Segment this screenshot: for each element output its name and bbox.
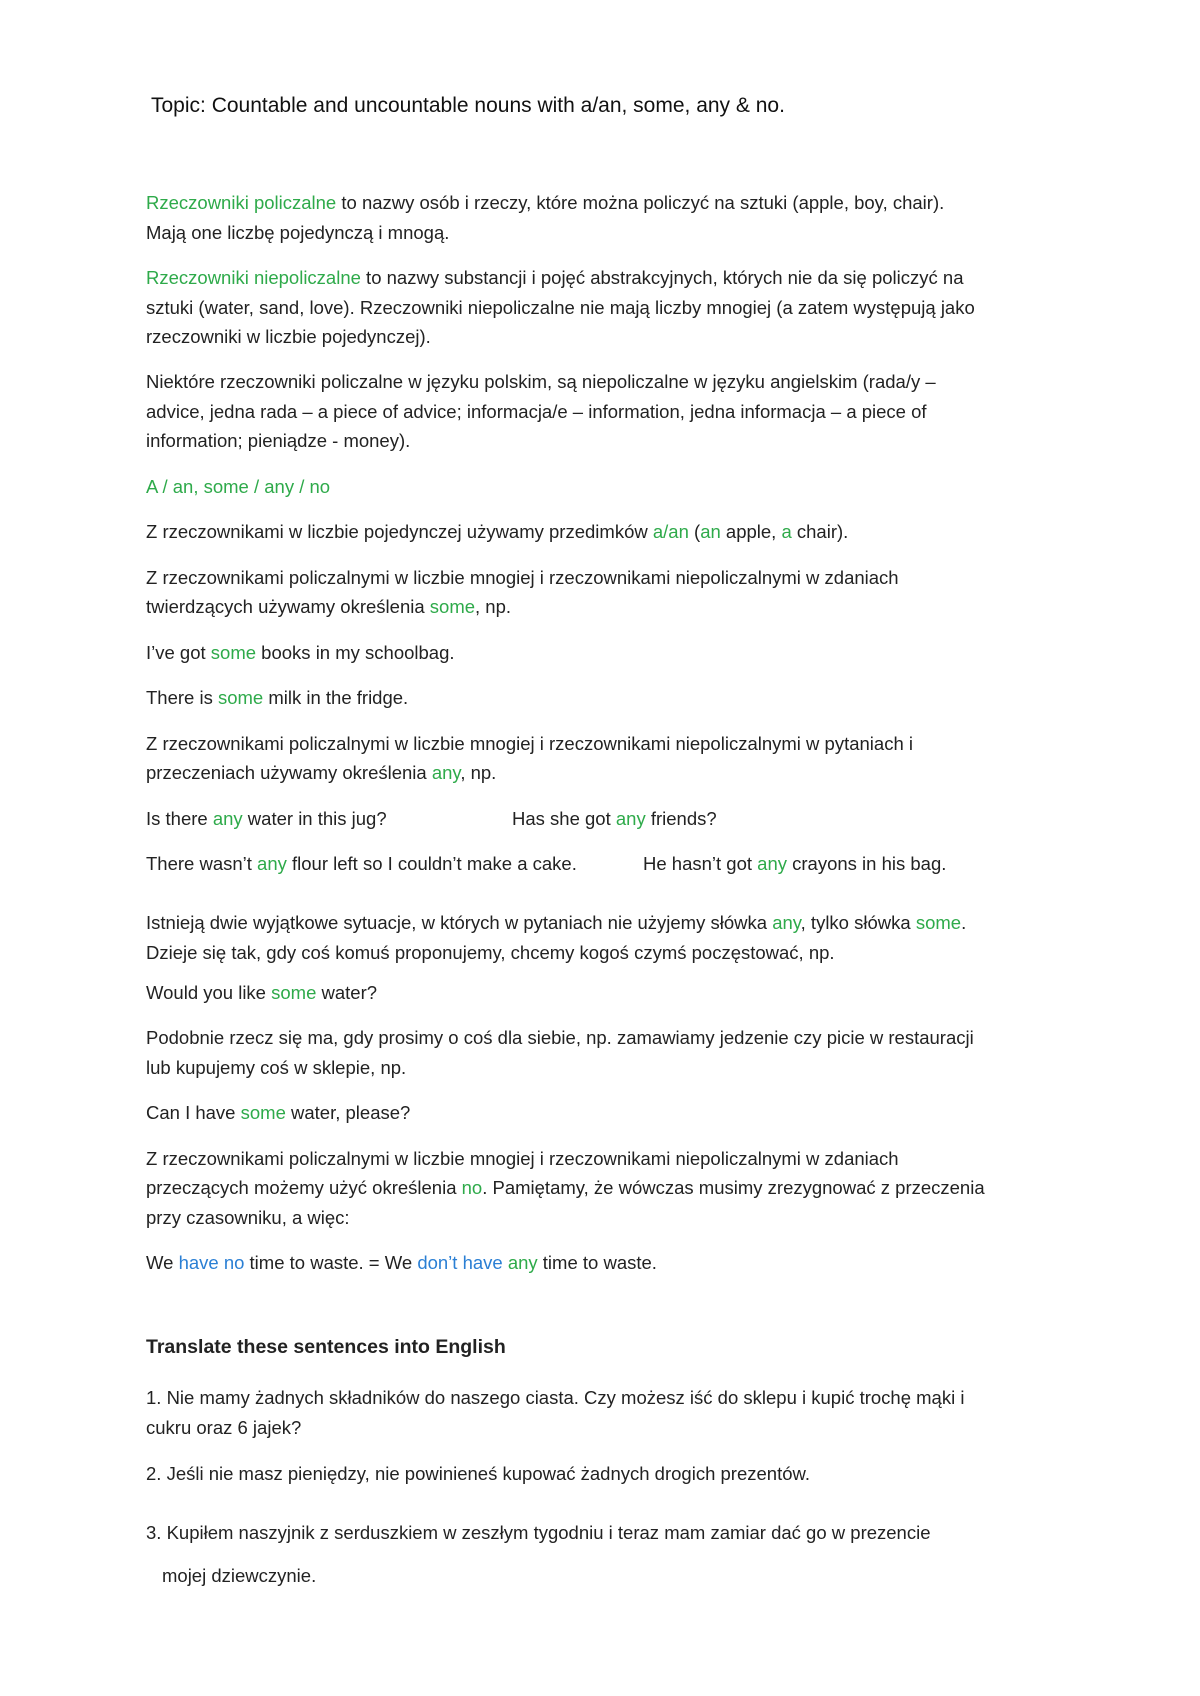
exceptions-line-3: information; pieniądze - money). bbox=[146, 430, 411, 451]
exercise-item-2: 2. Jeśli nie masz pieniędzy, nie powinieneś kupować żadnych drogich prezentów. bbox=[146, 1463, 810, 1484]
no-rule-line-1: Z rzeczownikami policzalnymi w liczbie mnogiej i rzeczownikami niepoliczalnymi w zdaniach bbox=[146, 1148, 899, 1169]
any-rule-line-2: przeczeniach używamy określenia any, np. bbox=[146, 762, 497, 783]
exceptions-line-1: Niektóre rzeczowniki policzalne w języku polskim, są niepoliczalne w języku angielskim (rada/y – bbox=[146, 371, 936, 392]
example-sentence: I’ve got some books in my schoolbag. bbox=[146, 642, 455, 663]
no-rule-line-2: przeczących możemy użyć określenia no. Pamiętamy, że wówczas musimy zrezygnować z przeczenia bbox=[146, 1177, 985, 1198]
no-rule-line-3: przy czasowniku, a więc: bbox=[146, 1207, 350, 1228]
exceptions-line-2: advice, jedna rada – a piece of advice; informacja/e – information, jedna informacja – a piece of bbox=[146, 401, 927, 422]
exercise-item-1-line-2: cukru oraz 6 jajek? bbox=[146, 1417, 302, 1438]
uncountable-definition-line-2: sztuki (water, sand, love). Rzeczowniki niepoliczalne nie mają liczby mnogiej (a zatem występują jako bbox=[146, 297, 975, 318]
example-sentence: He hasn’t got any crayons in his bag. bbox=[643, 853, 947, 874]
example-sentence: There wasn’t any flour left so I couldn’t make a cake. bbox=[146, 853, 577, 874]
example-sentence: Would you like some water? bbox=[146, 982, 378, 1003]
uncountable-definition-line-1: Rzeczowniki niepoliczalne to nazwy substancji i pojęć abstrakcyjnych, których nie da się policzyć na bbox=[146, 267, 964, 288]
exception-rule-line-2: Dzieje się tak, gdy coś komuś proponujemy, chcemy kogoś czymś poczęstować, np. bbox=[146, 942, 835, 963]
page-title: Topic: Countable and uncountable nouns with a/an, some, any & no. bbox=[151, 94, 785, 117]
requests-rule-line-1: Podobnie rzecz się ma, gdy prosimy o coś dla siebie, np. zamawiamy jedzenie czy picie w restauracji bbox=[146, 1027, 974, 1048]
some-rule-line-2: twierdzących używamy określenia some, np. bbox=[146, 596, 512, 617]
some-rule-line-1: Z rzeczownikami policzalnymi w liczbie mnogiej i rzeczownikami niepoliczalnymi w zdaniach bbox=[146, 567, 899, 588]
example-sentence: There is some milk in the fridge. bbox=[146, 687, 409, 708]
requests-rule-line-2: lub kupujemy coś w sklepie, np. bbox=[146, 1057, 407, 1078]
example-sentence: We have no time to waste. = We don’t have any time to waste. bbox=[146, 1252, 657, 1273]
exercise-item-1-line-1: 1. Nie mamy żadnych składników do naszego ciasta. Czy możesz iść do sklepu i kupić trochę mąki i bbox=[146, 1387, 965, 1408]
any-rule-line-1: Z rzeczownikami policzalnymi w liczbie mnogiej i rzeczownikami niepoliczalnymi w pytaniach i bbox=[146, 733, 913, 754]
uncountable-definition-line-3: rzeczowniki w liczbie pojedynczej). bbox=[146, 326, 431, 347]
example-sentence: Has she got any friends? bbox=[512, 808, 717, 829]
countable-definition-line-2: Mają one liczbę pojedynczą i mnogą. bbox=[146, 222, 450, 243]
articles-rule: Z rzeczownikami w liczbie pojedynczej używamy przedimków a/an (an apple, a chair). bbox=[146, 521, 849, 542]
countable-term: Rzeczowniki policzalne bbox=[146, 192, 337, 213]
exercise-item-3-line-2: mojej dziewczynie. bbox=[162, 1565, 317, 1586]
exercise-heading: Translate these sentences into English bbox=[146, 1336, 506, 1358]
uncountable-term: Rzeczowniki niepoliczalne bbox=[146, 267, 361, 288]
example-sentence: Can I have some water, please? bbox=[146, 1102, 411, 1123]
exercise-item-3-line-1: 3. Kupiłem naszyjnik z serduszkiem w zeszłym tygodniu i teraz mam zamiar dać go w prezencie bbox=[146, 1522, 931, 1543]
countable-definition-line-1: Rzeczowniki policzalne to nazwy osób i rzeczy, które można policzyć na sztuki (apple, boy, chair). bbox=[146, 192, 945, 213]
section-label: A / an, some / any / no bbox=[146, 476, 331, 497]
example-sentence: Is there any water in this jug? bbox=[146, 808, 387, 829]
exception-rule-line-1: Istnieją dwie wyjątkowe sytuacje, w których w pytaniach nie użyjemy słówka any, tylko słówka some. bbox=[146, 912, 967, 933]
